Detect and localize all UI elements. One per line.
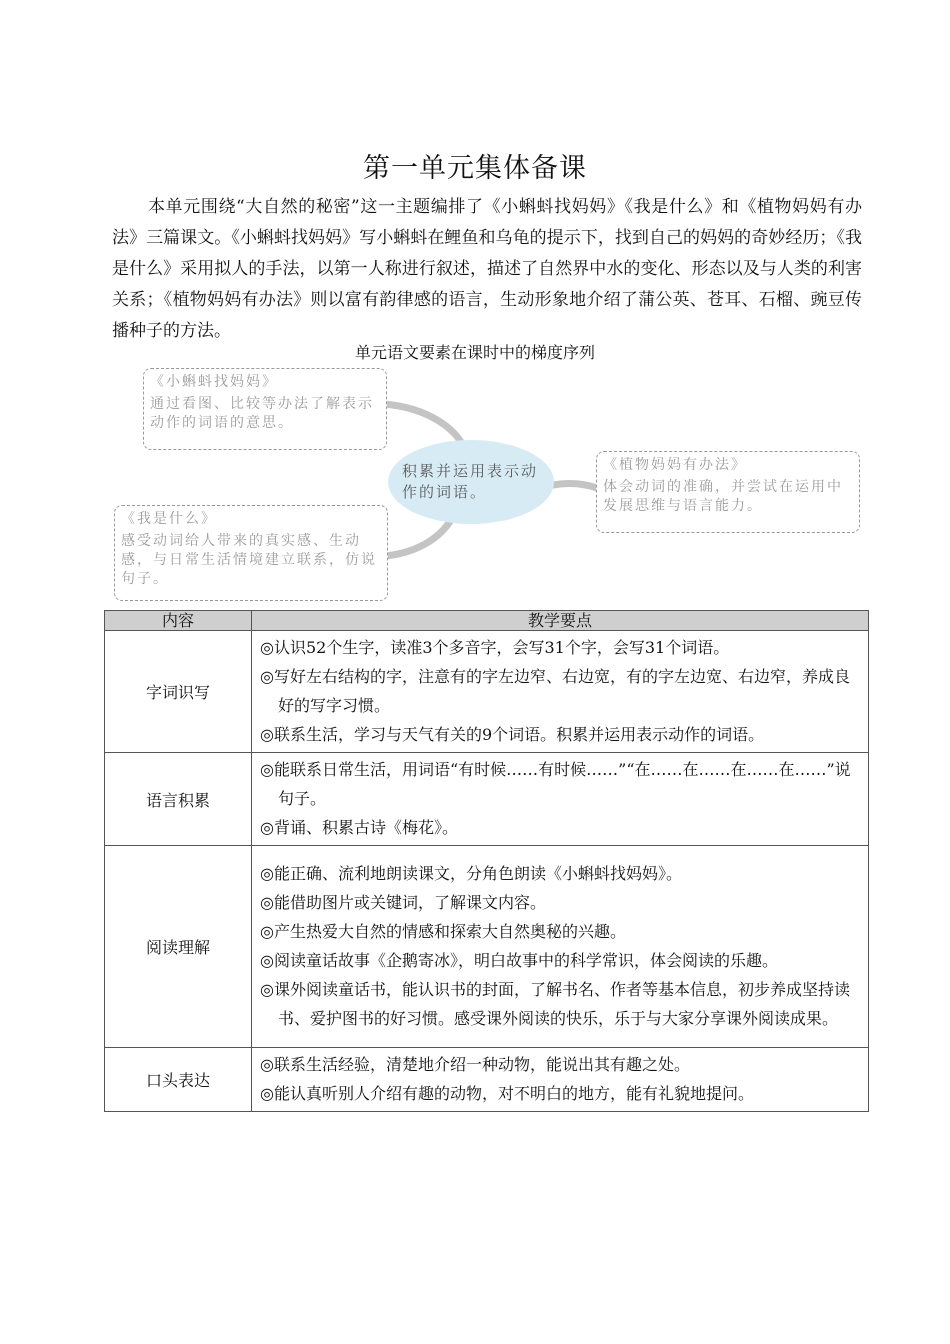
point-item: ◎课外阅读童话书，能认识书的封面，了解书名、作者等基本信息，初步养成坚持读书、爱护图书的好习惯。感受课外阅读的快乐，乐于与大家分享课外阅读成果。 <box>260 980 850 1028</box>
page-title: 第一单元集体备课 <box>363 153 587 184</box>
table-row <box>105 1048 869 1112</box>
point-item: ◎能联系日常生活，用词语“有时候……有时候……”“在……在……在……在……”说句子。 <box>260 760 851 808</box>
mindmap-subtitle: 单元语文要素在课时中的梯度序列 <box>354 343 595 362</box>
mindmap-center <box>388 440 554 524</box>
table-row <box>105 631 869 753</box>
branch-text: 感受动词给人带来的真实感、生动感，与日常生活情境建立联系，仿说句子。 <box>121 533 377 587</box>
header-teaching-points: 教学要点 <box>252 611 869 631</box>
branch-title: 《小蝌蚪找妈妈》 <box>150 374 278 390</box>
table-row <box>105 846 869 1048</box>
row-points <box>252 1048 869 1112</box>
point-item: ◎认识52个生字，读准3个多音字，会写31个字，会写31个词语。 <box>260 638 730 657</box>
point-item: ◎产生热爱大自然的情感和探索大自然奥秘的兴趣。 <box>260 922 626 941</box>
point-item: ◎能正确、流利地朗读课文，分角色朗读《小蝌蚪找妈妈》。 <box>260 864 682 883</box>
point-item: ◎写好左右结构的字，注意有的字左边窄、右边宽，有的字左边宽、右边窄，养成良好的写字习惯。 <box>260 667 850 715</box>
center-text: 积累并运用表示动作的词语。 <box>402 462 539 501</box>
point-item: ◎背诵、积累古诗《梅花》。 <box>260 818 458 837</box>
connector-right <box>553 484 597 488</box>
header-content: 内容 <box>105 611 252 631</box>
teaching-points-table <box>104 610 869 1112</box>
point-item: ◎联系生活，学习与天气有关的9个词语。积累并运用表示动作的词语。 <box>260 725 765 744</box>
point-item: ◎能借助图片或关键词，了解课文内容。 <box>260 893 546 912</box>
row-points <box>252 846 869 1048</box>
branch-box-woshishenme <box>114 505 388 601</box>
row-category: 阅读理解 <box>105 846 252 1048</box>
table-row <box>105 753 869 846</box>
intro-paragraph: 本单元围绕“大自然的秘密”这一主题编排了《小蝌蚪找妈妈》《我是什么》和《植物妈妈有办法》三篇课文。《小蝌蚪找妈妈》写小蝌蚪在鲤鱼和乌龟的提示下，找到自己的妈妈的奇妙经历；《我是什么》采用拟人的手法，以第一人称进行叙述，描述了自然界中水的变化、形态以及与人类的利害关系；《植物妈妈有办法》则以富有韵律感的语言，生动形象地介绍了蒲公英、苍耳、石榴、豌豆传播种子的方法。 <box>112 197 862 341</box>
row-points <box>252 753 869 846</box>
row-points <box>252 631 869 753</box>
point-item: ◎能认真听别人介绍有趣的动物，对不明白的地方，能有礼貌地提问。 <box>260 1084 754 1103</box>
branch-title: 《我是什么》 <box>121 511 217 527</box>
branch-text: 体会动词的准确，并尝试在运用中发展思维与语言能力。 <box>603 479 843 514</box>
row-category: 语言积累 <box>105 753 252 846</box>
row-category: 口头表达 <box>105 1048 252 1112</box>
point-item: ◎联系生活经验，清楚地介绍一种动物，能说出其有趣之处。 <box>260 1055 690 1074</box>
table-header-row <box>105 611 869 631</box>
branch-text: 通过看图、比较等办法了解表示动作的词语的意思。 <box>150 396 374 431</box>
point-item: ◎阅读童话故事《企鹅寄冰》，明白故事中的科学常识，体会阅读的乐趣。 <box>260 951 778 970</box>
connector-top-left <box>384 404 462 444</box>
branch-title: 《植物妈妈有办法》 <box>603 457 747 473</box>
branch-box-zhiwumama <box>596 451 860 533</box>
branch-box-xiaokedou <box>143 368 387 450</box>
connector-bottom-left <box>386 518 452 556</box>
row-category: 字词识写 <box>105 631 252 753</box>
